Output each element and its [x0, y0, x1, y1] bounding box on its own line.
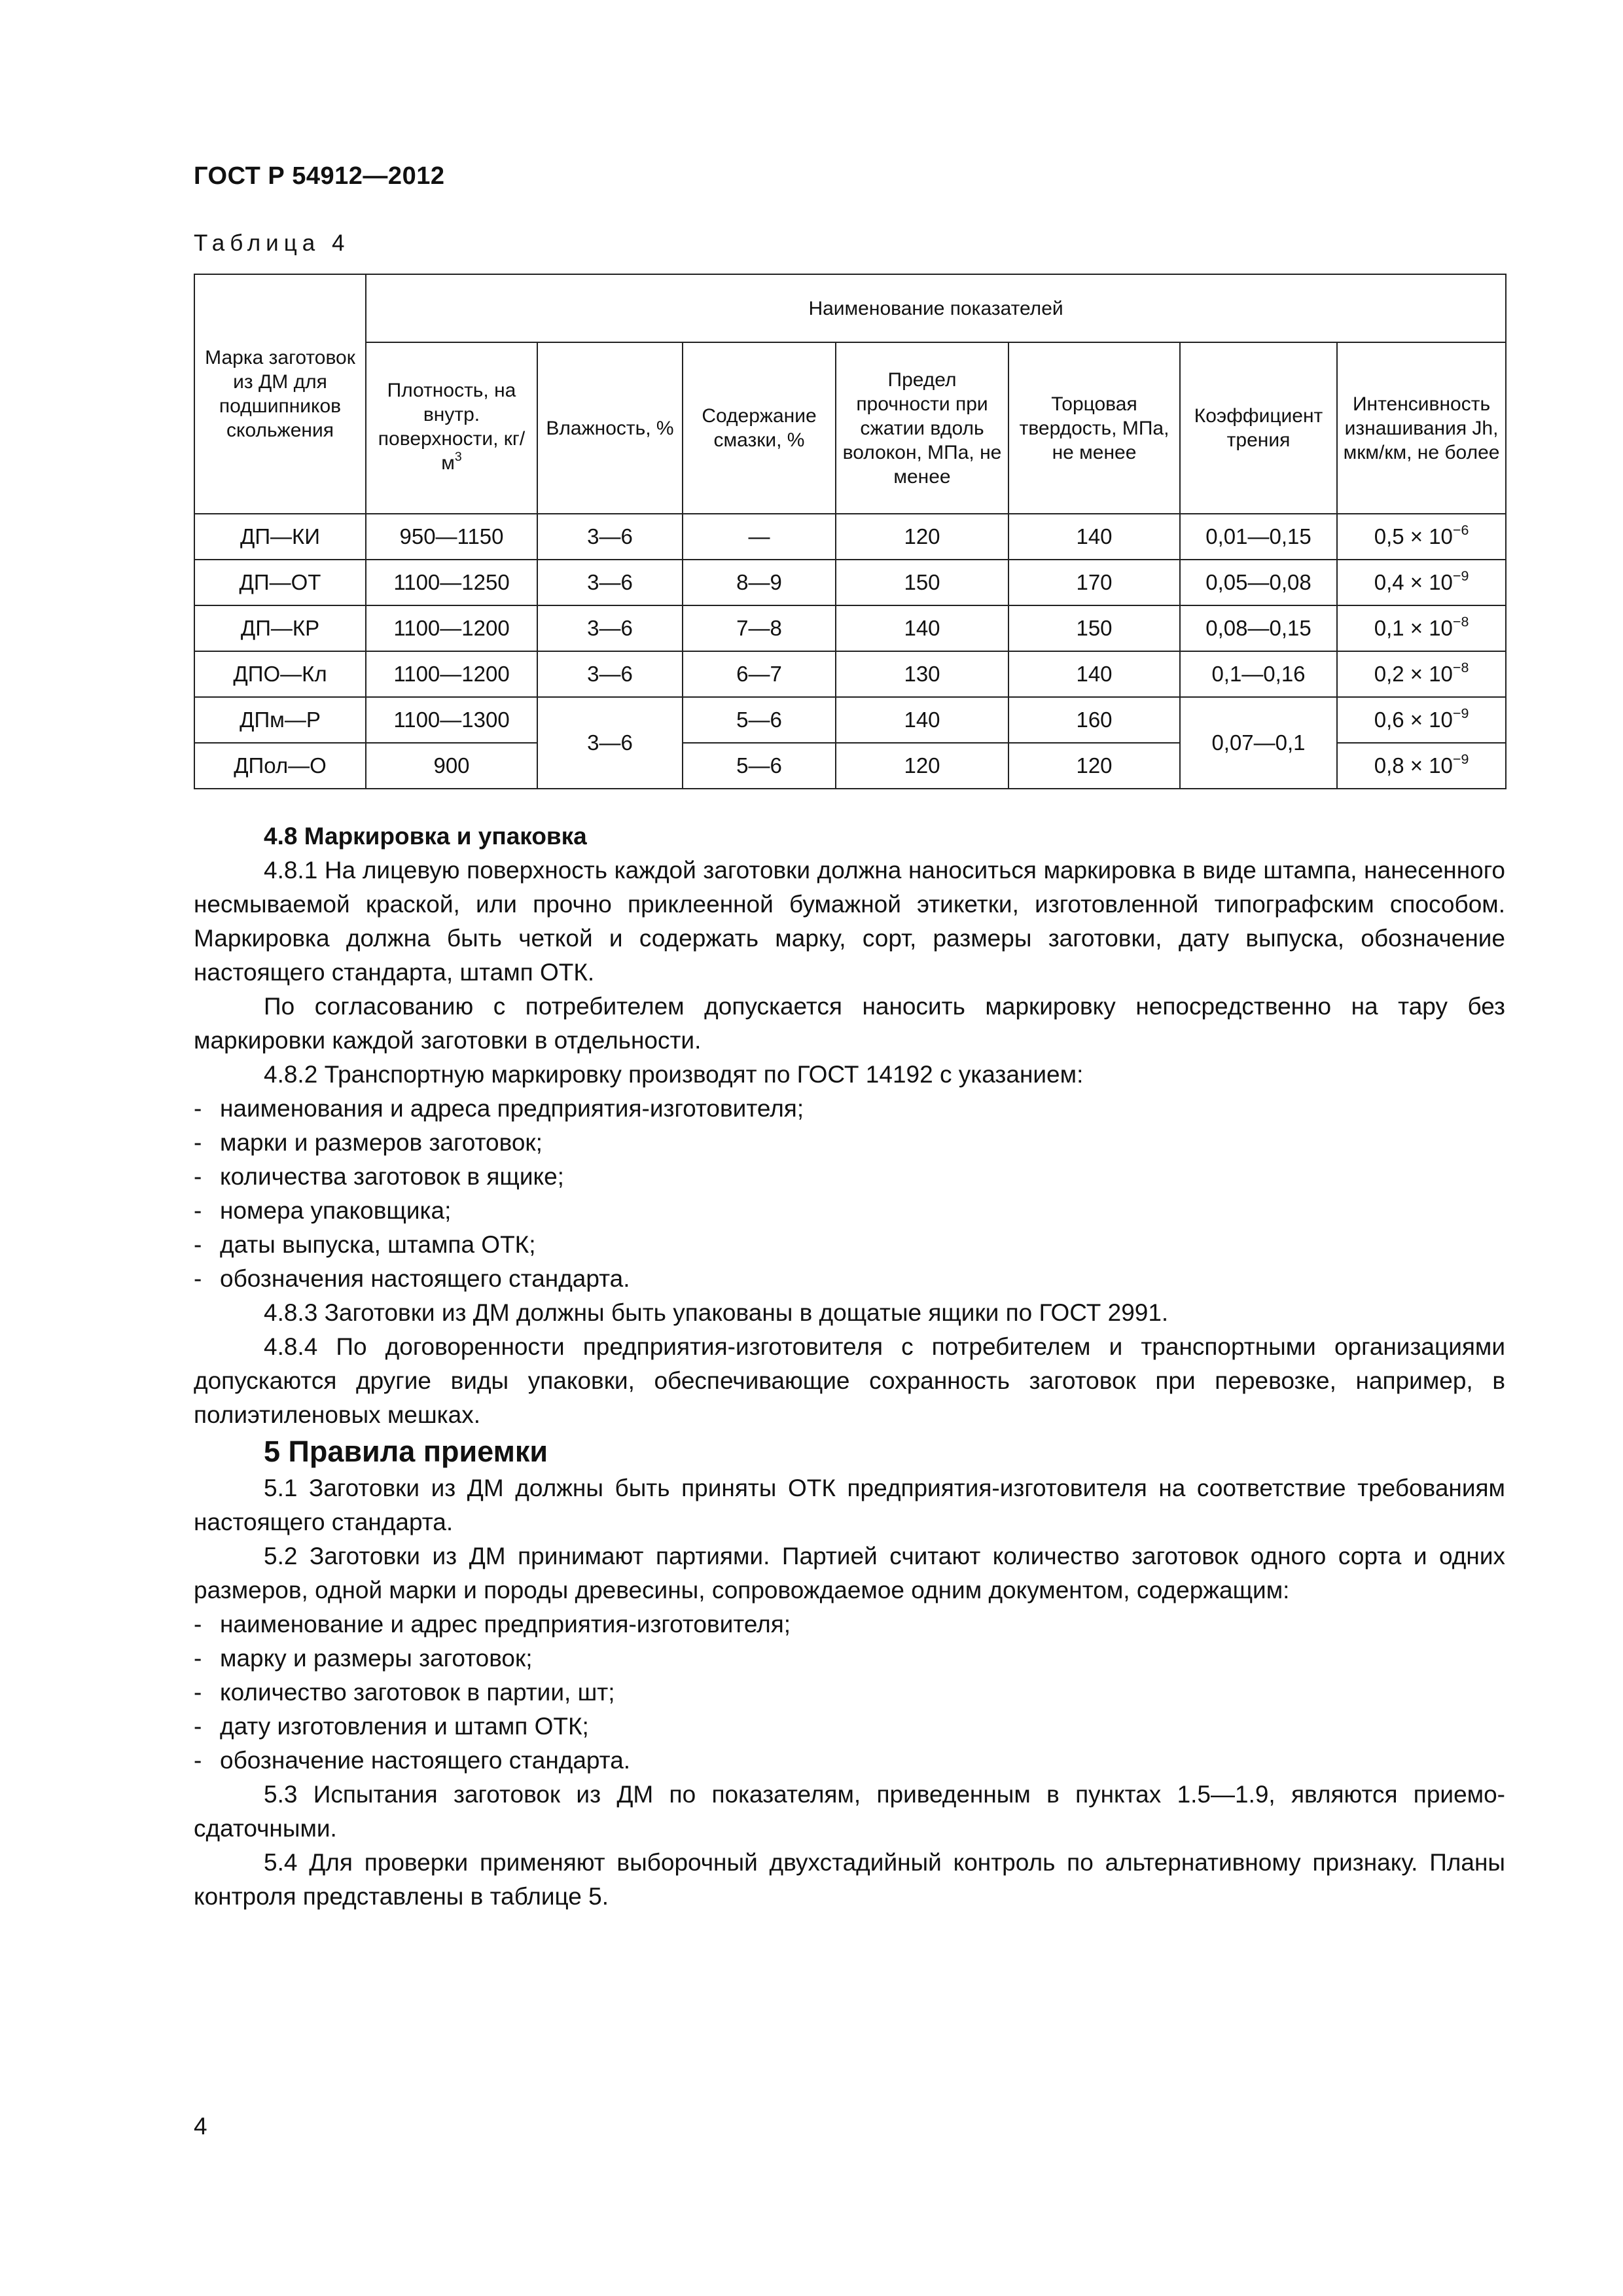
cell-grease: 7—8 — [683, 605, 836, 651]
cell-wear: $0,1 \times 10^{-8}$ — [1337, 605, 1506, 651]
paragraph-5-2: 5.2 Заготовки из ДМ принимают партиями. Партией считают количество заготовок одного сорта и одних размеров, одной марки и породы древесины, сопровождаемое одним документом, содержащим: — [194, 1543, 1505, 1604]
cell-wear: $0,8 \times 10^{-9}$ — [1337, 743, 1506, 789]
cell-hardness: 150 — [1008, 605, 1180, 651]
subsection-title-4-8: 4.8 Маркировка и упаковка — [264, 823, 587, 850]
document-header: ГОСТ Р 54912—2012 — [194, 162, 445, 190]
table-row — [194, 514, 1506, 560]
cell-hardness: 160 — [1008, 697, 1180, 743]
cell-strength: 150 — [836, 560, 1008, 605]
header-strength: Предел прочности при сжатии вдоль волокон, МПа, не менее — [836, 342, 1008, 514]
cell-hardness: 170 — [1008, 560, 1180, 605]
cell-density: 900 — [366, 743, 537, 789]
cell-friction: 0,08—0,15 — [1180, 605, 1337, 651]
list-item: - номера упаковщика; — [194, 1197, 452, 1224]
cell-moisture: 3—6 — [537, 651, 683, 697]
cell-friction: 0,1—0,16 — [1180, 651, 1337, 697]
cell-grease: — — [683, 514, 836, 560]
page-number: 4 — [194, 2113, 207, 2140]
list-item: - дату изготовления и штамп ОТК; — [194, 1713, 589, 1740]
table-row — [194, 560, 1506, 605]
table-caption: Таблица 4 — [194, 230, 350, 256]
cell-moisture: 3—6 — [537, 605, 683, 651]
cell-wear: $0,2 \times 10^{-8}$ — [1337, 651, 1506, 697]
list-item: - обозначения настоящего стандарта. — [194, 1265, 630, 1292]
cell-density: 1100—1200 — [366, 605, 537, 651]
cell-grease: 5—6 — [683, 743, 836, 789]
header-wear: Интенсивность изнашивания Jh, мкм/км, не более — [1337, 342, 1506, 514]
paragraph-5-3: 5.3 Испытания заготовок из ДМ по показателям, приведенным в пунктах 1.5—1.9, являются приемо-сдаточными. — [194, 1781, 1505, 1842]
table-row — [194, 651, 1506, 697]
cell-grease: 8—9 — [683, 560, 836, 605]
paragraph-4-8-1: 4.8.1 На лицевую поверхность каждой заготовки должна наноситься маркировка в виде штампа, нанесенного несмываемой краской, или прочно приклеенной бумажной этикетки, изготовленной типографским способом. Маркировка должна быть четкой и содержать марку, сорт, размеры заготовки, дату выпуска, обозначение настоящего стандарта, штамп ОТК. — [194, 857, 1505, 986]
cell-grade: ДП—ОТ — [194, 560, 366, 605]
section-title-5: 5 Правила приемки — [264, 1435, 548, 1468]
cell-friction: 0,01—0,15 — [1180, 514, 1337, 560]
list-item: - количество заготовок в партии, шт; — [194, 1679, 615, 1706]
cell-wear: $0,6 \times 10^{-9}$ — [1337, 697, 1506, 743]
paragraph-5-1: 5.1 Заготовки из ДМ должны быть приняты ОТК предприятия-изготовителя на соответствие требованиям настоящего стандарта. — [194, 1475, 1505, 1535]
cell-wear: $0,4 \times 10^{-9}$ — [1337, 560, 1506, 605]
list-item: - марку и размеры заготовок; — [194, 1645, 533, 1672]
cell-grade: ДПО—Кл — [194, 651, 366, 697]
cell-hardness: 120 — [1008, 743, 1180, 789]
paragraph-5-4: 5.4 Для проверки применяют выборочный двухстадийный контроль по альтернативному признаку. Планы контроля представлены в таблице 5. — [194, 1849, 1505, 1910]
cell-grease: 5—6 — [683, 697, 836, 743]
list-item: - наименование и адрес предприятия-изготовителя; — [194, 1611, 791, 1638]
cell-strength: 120 — [836, 514, 1008, 560]
header-grease: Содержание смазки, % — [683, 342, 836, 514]
cell-density: 1100—1300 — [366, 697, 537, 743]
table-row — [194, 697, 1506, 743]
header-hardness: Торцовая твердость, МПа, не менее — [1008, 342, 1180, 514]
cell-grease: 6—7 — [683, 651, 836, 697]
paragraph-4-8-3: 4.8.3 Заготовки из ДМ должны быть упакованы в дощатые ящики по ГОСТ 2991. — [264, 1299, 1169, 1326]
cell-friction: 0,07—0,1 — [1180, 697, 1337, 789]
cell-strength: 140 — [836, 605, 1008, 651]
cell-moisture: 3—6 — [537, 514, 683, 560]
header-group: Наименование показателей — [366, 274, 1506, 342]
cell-friction: 0,05—0,08 — [1180, 560, 1337, 605]
cell-moisture: 3—6 — [537, 697, 683, 789]
cell-strength: 140 — [836, 697, 1008, 743]
list-item: - даты выпуска, штампа ОТК; — [194, 1231, 536, 1258]
cell-wear: $0,5 \times 10^{-6}$ — [1337, 514, 1506, 560]
cell-moisture: 3—6 — [537, 560, 683, 605]
properties-table — [194, 274, 1507, 789]
body-text — [194, 819, 1505, 1914]
cell-hardness: 140 — [1008, 514, 1180, 560]
paragraph-4-8-2: 4.8.2 Транспортную маркировку производят по ГОСТ 14192 с указанием: — [264, 1061, 1084, 1088]
cell-grade: ДП—КИ — [194, 514, 366, 560]
list-item: - марки и размеров заготовок; — [194, 1129, 543, 1156]
table-row — [194, 605, 1506, 651]
cell-strength: 120 — [836, 743, 1008, 789]
cell-grade: ДП—КР — [194, 605, 366, 651]
header-friction: Коэффициент трения — [1180, 342, 1337, 514]
cell-grade: ДПол—О — [194, 743, 366, 789]
list-item: - количества заготовок в ящике; — [194, 1163, 564, 1190]
paragraph-4-8-1-note: По согласованию с потребителем допускается наносить маркировку непосредственно на тару без маркировки каждой заготовки в отдельности. — [194, 993, 1505, 1054]
header-density: Плотность, на внутр. поверхности, $кг/м^3$ — [366, 342, 537, 514]
header-grade: Марка заготовок из ДМ для подшипников скольжения — [194, 274, 366, 514]
list-item: - обозначение настоящего стандарта. — [194, 1747, 631, 1774]
cell-density: 1100—1200 — [366, 651, 537, 697]
cell-grade: ДПм—Р — [194, 697, 366, 743]
paragraph-4-8-4: 4.8.4 По договоренности предприятия-изготовителя с потребителем и транспортными организациями допускаются другие виды упаковки, обеспечивающие сохранность заготовок при перевозке, например, в полиэтиленовых мешках. — [194, 1333, 1505, 1428]
list-item: - наименования и адреса предприятия-изготовителя; — [194, 1095, 804, 1122]
cell-hardness: 140 — [1008, 651, 1180, 697]
cell-strength: 130 — [836, 651, 1008, 697]
cell-density: 1100—1250 — [366, 560, 537, 605]
header-moisture: Влажность, % — [537, 342, 683, 514]
cell-density: 950—1150 — [366, 514, 537, 560]
